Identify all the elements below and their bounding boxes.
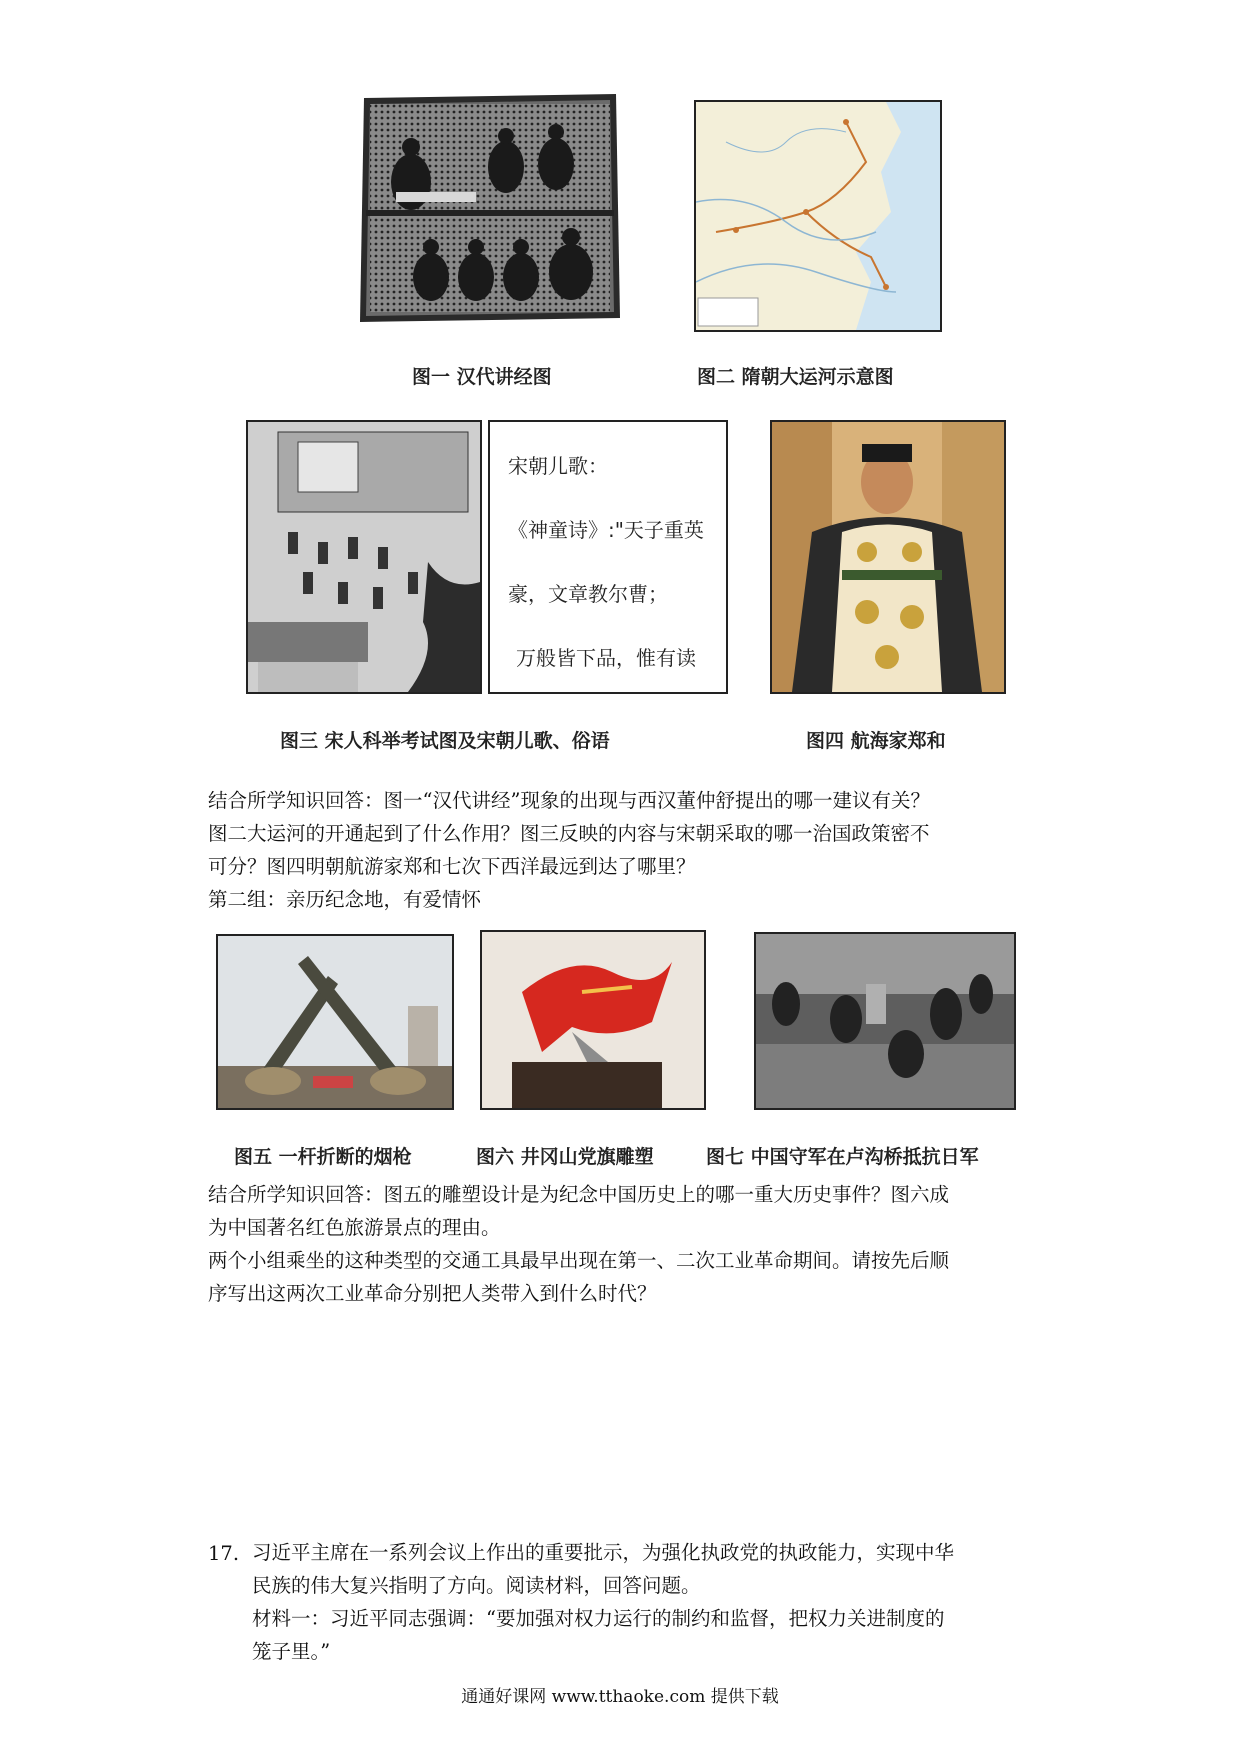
material-1-line: 笼子里。” [252, 1640, 331, 1663]
question-1-line: 结合所学知识回答：图一“汉代讲经”现象的出现与西汉董仲舒提出的哪一建议有关？ [208, 789, 930, 812]
question-17 [252, 1536, 1058, 1668]
question-17-line: 习近平主席在一系列会议上作出的重要批示，为强化执政党的执政能力，实现中华 [252, 1541, 955, 1564]
fig7-lugou-bridge-photo [754, 932, 1016, 1110]
question-17-number: 17. [208, 1542, 240, 1565]
question-17-line: 民族的伟大复兴指明了方向。阅读材料，回答问题。 [252, 1574, 701, 1597]
question-1 [208, 784, 1058, 916]
fig4-caption: 图四 航海家郑和 [806, 730, 946, 752]
poem-line-3: 豪，文章教尔曹； [508, 582, 668, 606]
question-2-line: 序写出这两次工业革命分别把人类带入到什么时代？ [208, 1282, 657, 1305]
footer-source: 通通好课网 www.tthaoke.com 提供下载 [461, 1687, 779, 1707]
fig5-broken-pipe-sculpture [216, 934, 454, 1110]
fig6-caption: 图六 井冈山党旗雕塑 [476, 1146, 654, 1168]
fig3-exam-painting [246, 420, 482, 694]
fig7-caption: 图七 中国守军在卢沟桥抵抗日军 [706, 1146, 979, 1168]
group-2-heading: 第二组：亲历纪念地，有爱情怀 [208, 888, 482, 911]
question-2-line: 结合所学知识回答：图五的雕塑设计是为纪念中国历史上的哪一重大历史事件？图六成 [208, 1183, 950, 1206]
fig3-caption: 图三 宋人科举考试图及宋朝儿歌、俗语 [280, 730, 610, 752]
question-1-line: 可分？图四明朝航游家郑和七次下西洋最远到达了哪里？ [208, 855, 696, 878]
material-1-line: 材料一：习近平同志强调：“要加强对权力运行的制约和监督，把权力关进制度的 [252, 1607, 945, 1630]
song-poem-box [488, 420, 728, 694]
fig2-grand-canal-map [694, 100, 942, 332]
fig2-caption: 图二 隋朝大运河示意图 [697, 366, 894, 388]
fig5-caption: 图五 一杆折断的烟枪 [234, 1146, 412, 1168]
poem-line-2: 《神童诗》:"天子重英 [508, 518, 704, 542]
fig1-lecture-rubbing [356, 92, 624, 324]
question-2-line: 为中国著名红色旅游景点的理由。 [208, 1216, 501, 1239]
question-2-line: 两个小组乘坐的这种类型的交通工具最早出现在第一、二次工业革命期间。请按先后顺 [208, 1249, 950, 1272]
poem-line-1: 宋朝儿歌： [508, 454, 608, 478]
question-2 [208, 1178, 1058, 1310]
fig6-party-flag-sculpture [480, 930, 706, 1110]
poem-line-4: 万般皆下品，惟有读 [516, 646, 696, 670]
fig4-zheng-he-portrait [770, 420, 1006, 694]
question-1-line: 图二大运河的开通起到了什么作用？图三反映的内容与宋朝采取的哪一治国政策密不 [208, 822, 930, 845]
fig1-caption: 图一 汉代讲经图 [412, 366, 552, 388]
